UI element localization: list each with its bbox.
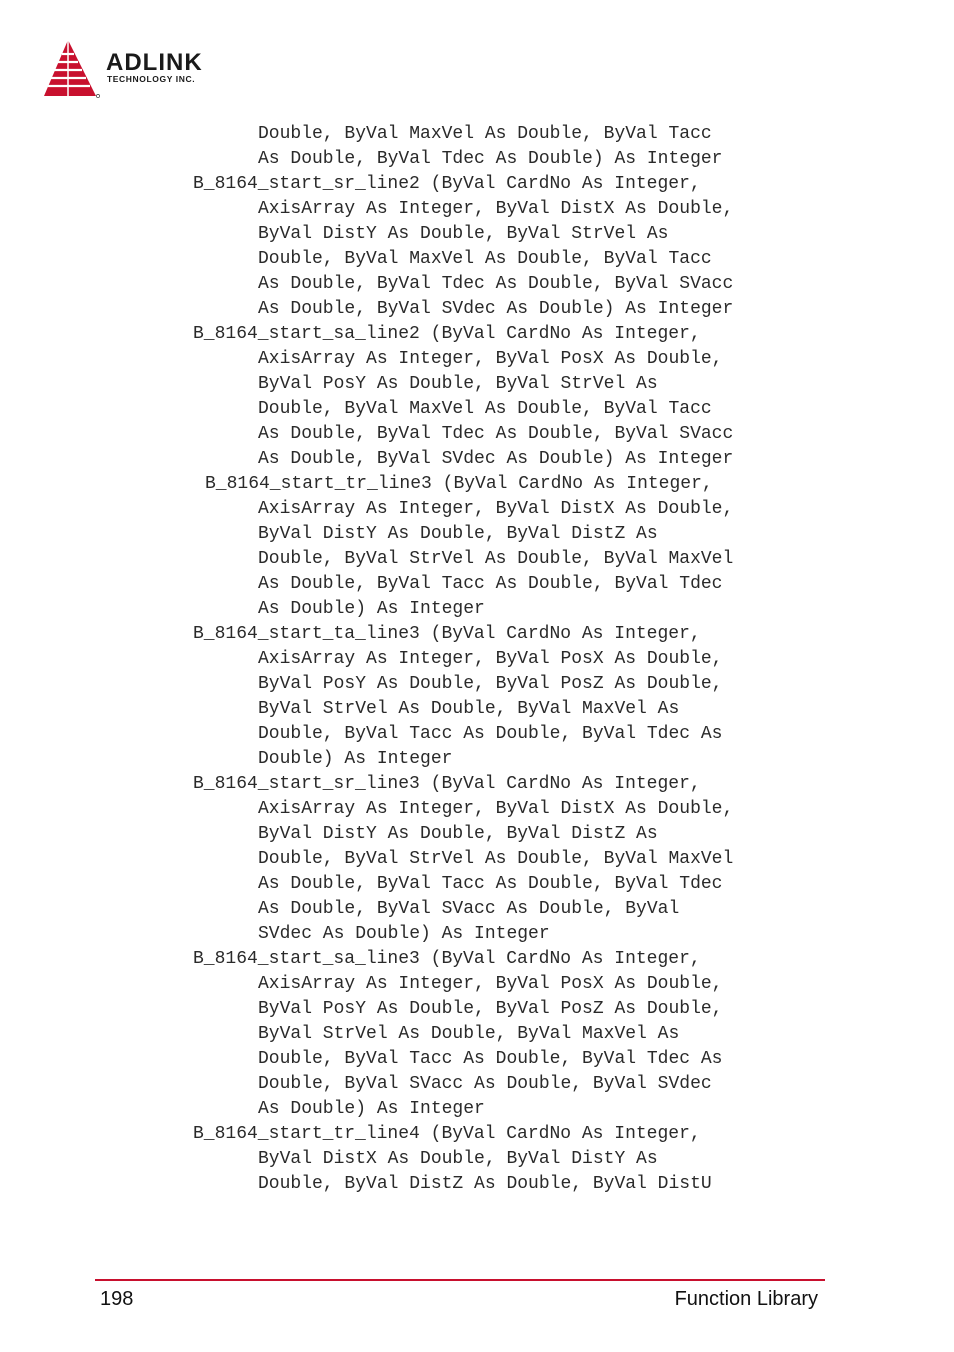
code-line: Double, ByVal Tacc As Double, ByVal Tdec As [258, 724, 723, 744]
code-line: B_8164_start_tr_line3 (ByVal CardNo As Integer, [205, 474, 713, 494]
code-line: Double, ByVal StrVel As Double, ByVal MaxVel [258, 549, 734, 569]
code-line: Double, ByVal DistZ As Double, ByVal DistU [258, 1174, 712, 1194]
adlink-logo [42, 38, 242, 100]
page-number: 198 [100, 1288, 134, 1310]
code-line: AxisArray As Integer, ByVal PosX As Double, [258, 974, 723, 994]
code-line: AxisArray As Integer, ByVal DistX As Double, [258, 499, 734, 519]
code-line: ByVal DistY As Double, ByVal DistZ As [258, 824, 658, 844]
code-line: ByVal StrVel As Double, ByVal MaxVel As [258, 1024, 680, 1044]
code-line: B_8164_start_tr_line4 (ByVal CardNo As Integer, [193, 1124, 701, 1144]
code-line: Double, ByVal MaxVel As Double, ByVal Tacc [258, 124, 712, 144]
code-line: AxisArray As Integer, ByVal PosX As Double, [258, 349, 723, 369]
code-line: Double) As Integer [258, 749, 453, 769]
code-line: AxisArray As Integer, ByVal PosX As Double, [258, 649, 723, 669]
logo-tagline: TECHNOLOGY INC. [107, 74, 196, 84]
code-line: ByVal DistY As Double, ByVal StrVel As [258, 224, 669, 244]
code-line: As Double) As Integer [258, 1099, 485, 1119]
code-line: ByVal DistY As Double, ByVal DistZ As [258, 524, 658, 544]
code-line: As Double, ByVal SVdec As Double) As Integer [258, 299, 734, 319]
code-line: Double, ByVal Tacc As Double, ByVal Tdec As [258, 1049, 723, 1069]
code-line: ByVal PosY As Double, ByVal PosZ As Double, [258, 999, 723, 1019]
adlink-logo-mark [42, 38, 242, 100]
code-line: Double, ByVal MaxVel As Double, ByVal Tacc [258, 249, 712, 269]
code-line: As Double, ByVal Tacc As Double, ByVal Tdec [258, 874, 723, 894]
code-line: Double, ByVal MaxVel As Double, ByVal Tacc [258, 399, 712, 419]
code-line: AxisArray As Integer, ByVal DistX As Double, [258, 799, 734, 819]
code-line: ByVal PosY As Double, ByVal PosZ As Double, [258, 674, 723, 694]
code-line: B_8164_start_sa_line3 (ByVal CardNo As Integer, [193, 949, 701, 969]
code-line: As Double, ByVal Tdec As Double, ByVal SVacc [258, 274, 734, 294]
code-line: As Double, ByVal Tdec As Double, ByVal SVacc [258, 424, 734, 444]
logo-wordmark: ADLINK [106, 49, 203, 76]
code-line: As Double, ByVal SVdec As Double) As Integer [258, 449, 734, 469]
code-line: SVdec As Double) As Integer [258, 924, 550, 944]
code-line: ByVal DistX As Double, ByVal DistY As [258, 1149, 658, 1169]
code-line: As Double) As Integer [258, 599, 485, 619]
footer-divider [95, 1279, 825, 1281]
code-line: AxisArray As Integer, ByVal DistX As Double, [258, 199, 734, 219]
code-line: ByVal PosY As Double, ByVal StrVel As [258, 374, 658, 394]
code-line: Double, ByVal StrVel As Double, ByVal MaxVel [258, 849, 734, 869]
footer-section-title: Function Library [674, 1288, 818, 1310]
code-line: B_8164_start_sa_line2 (ByVal CardNo As Integer, [193, 324, 701, 344]
code-line: As Double, ByVal Tacc As Double, ByVal Tdec [258, 574, 723, 594]
code-line: As Double, ByVal Tdec As Double) As Integer [258, 149, 723, 169]
code-line: B_8164_start_sr_line2 (ByVal CardNo As Integer, [193, 174, 701, 194]
code-line: B_8164_start_ta_line3 (ByVal CardNo As Integer, [193, 624, 701, 644]
code-line: As Double, ByVal SVacc As Double, ByVal [258, 899, 680, 919]
code-line: Double, ByVal SVacc As Double, ByVal SVdec [258, 1074, 712, 1094]
code-line: ByVal StrVel As Double, ByVal MaxVel As [258, 699, 680, 719]
code-line: B_8164_start_sr_line3 (ByVal CardNo As Integer, [193, 774, 701, 794]
